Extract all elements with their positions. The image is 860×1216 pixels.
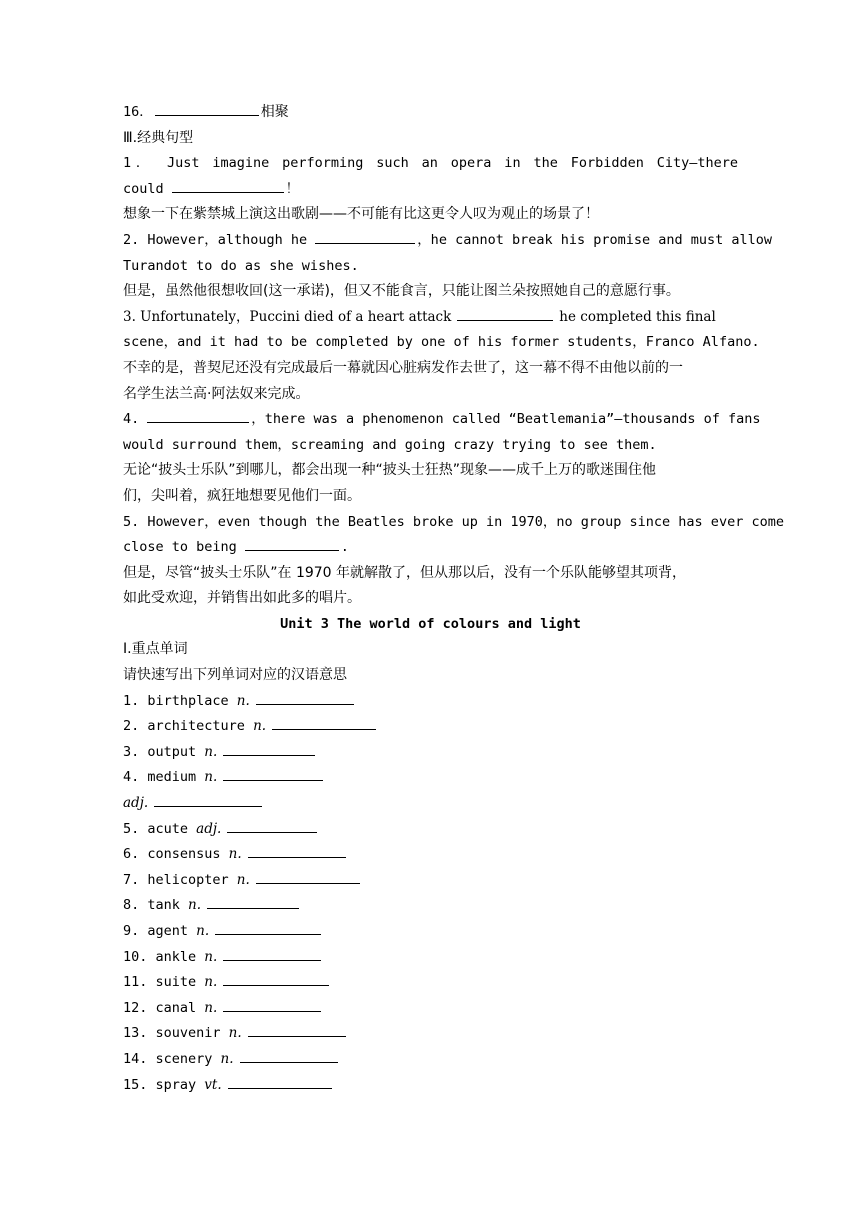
part-of-speech: n. bbox=[204, 743, 218, 760]
sentence-3-line-2: scene，and it had to be completed by one of his former students，Franco Alfano. bbox=[123, 334, 760, 351]
word-number: 2. bbox=[123, 718, 148, 735]
sentence-1-translation: 想象一下在紫禁城上演这出歌剧——不可能有比这更令人叹为观止的场景了！ bbox=[123, 206, 599, 223]
word-item bbox=[123, 817, 738, 843]
answer-blank[interactable] bbox=[147, 409, 249, 423]
part-of-speech: n. bbox=[228, 846, 242, 863]
word-number: 5. bbox=[123, 820, 148, 837]
unit-title: Unit 3 The world of colours and light bbox=[280, 615, 581, 632]
word-number: 7. bbox=[123, 871, 148, 888]
word-item bbox=[123, 919, 738, 945]
part-of-speech: n. bbox=[188, 897, 202, 914]
word-item bbox=[123, 842, 738, 868]
answer-blank[interactable] bbox=[245, 537, 339, 551]
sentence-4-line-2: would surround them，screaming and going crazy trying to see them. bbox=[123, 436, 657, 453]
word-number: 15. bbox=[123, 1076, 156, 1093]
word-item bbox=[123, 765, 738, 791]
part-of-speech: n. bbox=[196, 923, 210, 939]
word-text: souvenir bbox=[155, 1025, 229, 1042]
part-of-speech: adj. bbox=[123, 795, 149, 812]
word-number: 10. bbox=[123, 948, 156, 965]
answer-blank[interactable] bbox=[223, 742, 315, 756]
answer-blank[interactable] bbox=[155, 102, 259, 116]
word-item bbox=[123, 689, 738, 715]
word-item bbox=[123, 945, 738, 971]
sentence-4-line-1: 4. ，there was a phenomenon called “Beatlemania”—thousands of fans bbox=[123, 411, 761, 428]
word-text: architecture bbox=[147, 718, 254, 735]
word-text: tank bbox=[147, 897, 189, 914]
answer-blank[interactable] bbox=[223, 998, 321, 1012]
sentence-3-translation-1: 不幸的是，普契尼还没有完成最后一幕就因心脏病发作去世了，这一幕不得不由他以前的一 bbox=[123, 359, 683, 376]
part-of-speech: vt. bbox=[204, 1076, 222, 1093]
answer-blank[interactable] bbox=[172, 179, 284, 193]
word-number: 11. bbox=[123, 974, 156, 991]
answer-blank[interactable] bbox=[223, 972, 329, 986]
word-item bbox=[123, 740, 738, 766]
word-text: canal bbox=[155, 999, 205, 1016]
sentence-2-line-2: Turandot to do as she wishes. bbox=[123, 257, 359, 274]
sentence-1-line-2: could ！ bbox=[123, 180, 300, 197]
sentence-5-line-1: 5. However，even though the Beatles broke up in 1970，no group since has ever come bbox=[123, 513, 784, 530]
document-page bbox=[123, 100, 784, 1098]
answer-blank[interactable] bbox=[228, 1075, 332, 1089]
word-text: output bbox=[147, 743, 205, 760]
part-of-speech: n. bbox=[220, 1050, 234, 1067]
part-of-speech: n. bbox=[253, 718, 267, 735]
answer-blank[interactable] bbox=[248, 1023, 346, 1037]
word-text: birthplace bbox=[147, 692, 237, 709]
word-text: agent bbox=[147, 923, 197, 939]
word-text: ankle bbox=[155, 948, 205, 965]
word-item bbox=[123, 1073, 738, 1099]
sentence-4-translation-1: 无论“披头士乐队”到哪儿，都会出现一种“披头士狂热”现象——成千上万的歌迷围住他 bbox=[123, 462, 657, 479]
answer-blank[interactable] bbox=[154, 793, 262, 807]
word-text: scenery bbox=[155, 1050, 221, 1067]
word-number: 13. bbox=[123, 1025, 156, 1042]
item-16-hint: 相聚 bbox=[260, 104, 289, 120]
sentence-2-line-1: 2. However，although he ，he cannot break his promise and must allow bbox=[123, 231, 773, 248]
word-item bbox=[123, 714, 738, 740]
answer-blank[interactable] bbox=[457, 307, 553, 321]
part-of-speech: n. bbox=[204, 769, 218, 786]
part-of-speech: n. bbox=[228, 1025, 242, 1042]
answer-blank[interactable] bbox=[223, 947, 321, 961]
section-heading-sentence-patterns: Ⅲ.经典句型 bbox=[123, 129, 194, 146]
word-text: suite bbox=[155, 974, 205, 991]
sentence-4-translation-2: 们，尖叫着，疯狂地想要见他们一面。 bbox=[123, 487, 361, 504]
word-item bbox=[123, 791, 738, 817]
word-item bbox=[123, 970, 738, 996]
word-item bbox=[123, 1021, 738, 1047]
sentence-3-line-1: 3. Unfortunately，Puccini died of a heart attack he completed this final bbox=[123, 308, 716, 325]
word-number: 1. bbox=[123, 692, 148, 709]
word-number: 9. bbox=[123, 923, 148, 939]
word-number: 3. bbox=[123, 743, 148, 760]
word-text: acute bbox=[147, 820, 197, 837]
word-list bbox=[123, 689, 738, 1099]
part-of-speech: n. bbox=[204, 974, 218, 991]
answer-blank[interactable] bbox=[207, 895, 299, 909]
sentence-2-translation: 但是，虽然他很想收回(这一承诺)，但又不能食言，只能让图兰朵按照她自己的意愿行事。 bbox=[123, 283, 680, 300]
word-item bbox=[123, 868, 738, 894]
answer-blank[interactable] bbox=[256, 691, 354, 705]
word-item bbox=[123, 893, 738, 919]
item-16-number: 16． bbox=[123, 104, 153, 120]
sentence-5-translation-2: 如此受欢迎，并销售出如此多的唱片。 bbox=[123, 590, 361, 607]
part-of-speech: n. bbox=[204, 948, 218, 965]
sentence-3-translation-2: 名学生法兰高·阿法奴来完成。 bbox=[123, 385, 310, 402]
answer-blank[interactable] bbox=[240, 1049, 338, 1063]
word-number: 14. bbox=[123, 1050, 156, 1067]
word-item bbox=[123, 996, 738, 1022]
sentence-1-line-1: 1． Just imagine performing such an opera in the Forbidden City—there bbox=[123, 155, 738, 172]
item-16 bbox=[123, 100, 738, 126]
part-of-speech: n. bbox=[236, 871, 250, 888]
sentence-5-line-2: close to being . bbox=[123, 539, 349, 556]
part-of-speech: n. bbox=[236, 692, 250, 709]
word-item bbox=[123, 1047, 738, 1073]
answer-blank[interactable] bbox=[272, 716, 376, 730]
answer-blank[interactable] bbox=[227, 819, 317, 833]
answer-blank[interactable] bbox=[223, 767, 323, 781]
answer-blank[interactable] bbox=[215, 921, 321, 935]
word-text: helicopter bbox=[147, 871, 237, 888]
answer-blank[interactable] bbox=[256, 870, 360, 884]
word-text: medium bbox=[147, 769, 205, 786]
word-text: spray bbox=[155, 1076, 205, 1093]
word-number: 8. bbox=[123, 897, 148, 914]
sentence-5-translation-1: 但是，尽管“披头士乐队”在 1970 年就解散了，但从那以后，没有一个乐队能够望其项背， bbox=[123, 564, 687, 581]
word-number: 4. bbox=[123, 769, 148, 786]
word-number: 6. bbox=[123, 846, 148, 863]
answer-blank[interactable] bbox=[248, 844, 346, 858]
section-heading-key-words: Ⅰ.重点单词 bbox=[123, 641, 188, 658]
part-of-speech: adj. bbox=[196, 820, 222, 837]
instruction-text: 请快速写出下列单词对应的汉语意思 bbox=[123, 667, 347, 684]
word-number: 12. bbox=[123, 999, 156, 1016]
part-of-speech: n. bbox=[204, 999, 218, 1016]
answer-blank[interactable] bbox=[315, 230, 415, 244]
word-text: consensus bbox=[147, 846, 229, 863]
